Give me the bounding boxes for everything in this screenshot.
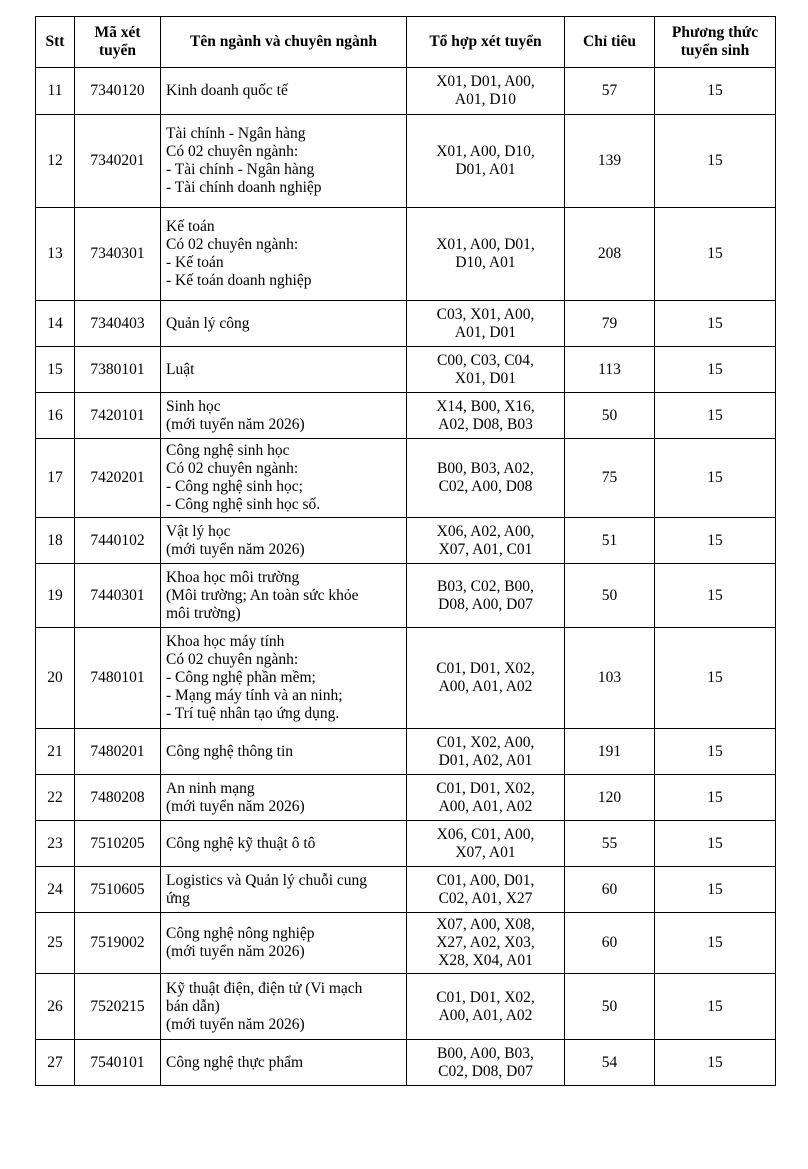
cell-quota: 139 (565, 115, 655, 208)
table-row (36, 439, 776, 518)
cell-name-line: (mới tuyển năm 2026) (166, 1015, 305, 1033)
cell-quota: 113 (565, 347, 655, 393)
cell-combo-line: A01, D01 (454, 323, 517, 341)
cell-name (161, 628, 407, 729)
cell-combo-line: C01, D01, X02, (436, 660, 535, 677)
cell-method: 15 (655, 729, 776, 775)
cell-name-line: Công nghệ thông tin (166, 742, 294, 760)
cell-stt: 21 (36, 729, 75, 775)
cell-code: 7510205 (75, 821, 161, 867)
cell-quota: 50 (565, 564, 655, 628)
cell-combo-line: C01, D01, X02, (436, 779, 535, 797)
table-row (36, 821, 776, 867)
cell-name-line: - Công nghệ sinh học số. (166, 496, 321, 513)
cell-combo (407, 208, 565, 301)
cell-quota: 60 (565, 867, 655, 913)
cell-combo-line: C03, X01, A00, (436, 305, 535, 323)
cell-stt: 24 (36, 867, 75, 913)
table-row (36, 518, 776, 564)
cell-method: 15 (655, 439, 776, 518)
cell-combo (407, 867, 565, 913)
cell-combo (407, 564, 565, 628)
cell-name-line: - Công nghệ sinh học; (166, 478, 303, 495)
cell-combo-line: C01, X02, A00, (436, 733, 535, 751)
table-row (36, 913, 776, 974)
cell-combo-line: X01, A00, D10, (436, 143, 535, 160)
cell-name-line: (mới tuyển năm 2026) (166, 797, 305, 815)
cell-name (161, 208, 407, 301)
cell-quota: 51 (565, 518, 655, 564)
cell-quota: 75 (565, 439, 655, 518)
cell-code: 7340120 (75, 68, 161, 115)
cell-name (161, 775, 407, 821)
cell-name-line: An ninh mạng (166, 779, 255, 797)
cell-combo (407, 729, 565, 775)
table-row (36, 628, 776, 729)
cell-code: 7480201 (75, 729, 161, 775)
cell-quota: 50 (565, 393, 655, 439)
cell-name-line: Khoa học môi trường (166, 568, 300, 586)
cell-combo-line: D08, A00, D07 (438, 595, 533, 613)
admission-table (35, 16, 776, 1086)
cell-stt: 17 (36, 439, 75, 518)
cell-name-line: Có 02 chuyên ngành: (166, 143, 299, 160)
cell-stt: 16 (36, 393, 75, 439)
cell-name-line: - Kế toán (166, 254, 224, 271)
cell-combo-line: A00, A01, A02 (438, 678, 533, 695)
cell-combo (407, 393, 565, 439)
cell-code: 7340201 (75, 115, 161, 208)
cell-name-line: - Tài chính doanh nghiệp (166, 179, 322, 196)
cell-method: 15 (655, 867, 776, 913)
header-stt: Stt (36, 17, 75, 68)
cell-name-line: (mới tuyển năm 2026) (166, 540, 305, 558)
cell-name-line: Tài chính - Ngân hàng (166, 125, 306, 142)
cell-combo (407, 68, 565, 115)
cell-combo (407, 115, 565, 208)
cell-stt: 25 (36, 913, 75, 974)
cell-combo-line: X07, A01 (455, 843, 516, 861)
cell-name-line: ứng (166, 889, 190, 907)
cell-stt: 11 (36, 68, 75, 115)
cell-combo-line: X07, A01, C01 (438, 540, 533, 558)
cell-name-line: Vật lý học (166, 522, 231, 540)
cell-code: 7520215 (75, 974, 161, 1040)
table-row (36, 729, 776, 775)
cell-name (161, 974, 407, 1040)
cell-method: 15 (655, 913, 776, 974)
cell-code: 7440102 (75, 518, 161, 564)
table-row (36, 208, 776, 301)
cell-combo-line: C01, A00, D01, (436, 871, 535, 889)
cell-stt: 12 (36, 115, 75, 208)
cell-method: 15 (655, 775, 776, 821)
cell-method: 15 (655, 821, 776, 867)
cell-name-line: Khoa học máy tính (166, 633, 285, 650)
cell-name-line: Kế toán (166, 218, 215, 235)
cell-combo (407, 518, 565, 564)
cell-name-line: Công nghệ kỹ thuật ô tô (166, 834, 316, 852)
cell-name-line: (mới tuyển năm 2026) (166, 415, 305, 433)
table-row (36, 867, 776, 913)
cell-name (161, 729, 407, 775)
cell-combo (407, 628, 565, 729)
cell-stt: 27 (36, 1040, 75, 1086)
header-quota: Chỉ tiêu (565, 17, 655, 68)
cell-quota: 57 (565, 68, 655, 115)
table-row (36, 1040, 776, 1086)
cell-quota: 60 (565, 913, 655, 974)
cell-combo-line: B03, C02, B00, (437, 577, 534, 595)
cell-quota: 79 (565, 301, 655, 347)
cell-quota: 54 (565, 1040, 655, 1086)
cell-quota: 208 (565, 208, 655, 301)
header-code: Mã xét tuyển (75, 17, 161, 68)
cell-name (161, 439, 407, 518)
cell-method: 15 (655, 628, 776, 729)
cell-name-line: Quản lý công (166, 314, 250, 332)
cell-name-line: bán dẫn) (166, 997, 220, 1015)
cell-stt: 22 (36, 775, 75, 821)
cell-name-line: Có 02 chuyên ngành: (166, 236, 299, 253)
cell-code: 7440301 (75, 564, 161, 628)
cell-name-line: - Mạng máy tính và an ninh; (166, 687, 343, 704)
cell-name-line: Luật (166, 360, 195, 378)
cell-method: 15 (655, 1040, 776, 1086)
cell-stt: 18 (36, 518, 75, 564)
cell-code: 7340403 (75, 301, 161, 347)
cell-name-line: Sinh học (166, 397, 221, 415)
cell-combo-line: C02, A01, X27 (438, 889, 533, 907)
cell-method: 15 (655, 301, 776, 347)
cell-combo-line: X14, B00, X16, (436, 397, 535, 415)
cell-code: 7540101 (75, 1040, 161, 1086)
cell-name-line: - Tài chính - Ngân hàng (166, 161, 315, 178)
cell-code: 7380101 (75, 347, 161, 393)
table-row (36, 393, 776, 439)
cell-name-line: Công nghệ sinh học (166, 442, 290, 459)
cell-name-line: Logistics và Quản lý chuỗi cung (166, 871, 368, 889)
cell-combo-line: X07, A00, X08, (436, 916, 535, 933)
cell-combo-line: C01, D01, X02, (436, 988, 535, 1006)
cell-name-line: Công nghệ thực phẩm (166, 1053, 304, 1071)
cell-method: 15 (655, 115, 776, 208)
table-header-row (36, 17, 776, 68)
cell-name (161, 347, 407, 393)
header-name: Tên ngành và chuyên ngành (161, 17, 407, 68)
cell-name-line: (Môi trường; An toàn sức khỏe (166, 586, 359, 604)
cell-name-line: Kinh doanh quốc tế (166, 82, 288, 99)
cell-quota: 103 (565, 628, 655, 729)
cell-combo-line: D01, A02, A01 (438, 751, 533, 769)
cell-stt: 20 (36, 628, 75, 729)
cell-combo (407, 1040, 565, 1086)
cell-name-line: (mới tuyển năm 2026) (166, 943, 305, 960)
cell-code: 7420101 (75, 393, 161, 439)
cell-code: 7480101 (75, 628, 161, 729)
cell-code: 7420201 (75, 439, 161, 518)
table-row (36, 68, 776, 115)
cell-combo (407, 821, 565, 867)
cell-code: 7519002 (75, 913, 161, 974)
cell-quota: 55 (565, 821, 655, 867)
cell-quota: 50 (565, 974, 655, 1040)
cell-code: 7510605 (75, 867, 161, 913)
cell-stt: 19 (36, 564, 75, 628)
cell-combo-line: X27, A02, X03, (436, 934, 535, 951)
cell-method: 15 (655, 974, 776, 1040)
cell-combo-line: X06, C01, A00, (436, 825, 535, 843)
cell-method: 15 (655, 347, 776, 393)
cell-method: 15 (655, 518, 776, 564)
cell-code: 7340301 (75, 208, 161, 301)
cell-code: 7480208 (75, 775, 161, 821)
cell-name (161, 867, 407, 913)
cell-name-line: Có 02 chuyên ngành: (166, 651, 299, 668)
cell-combo-line: C02, D08, D07 (438, 1062, 533, 1080)
cell-name-line: - Kế toán doanh nghiệp (166, 272, 312, 289)
cell-combo (407, 439, 565, 518)
cell-combo-line: D10, A01 (455, 254, 516, 271)
cell-combo-line: B00, B03, A02, (437, 460, 534, 477)
header-method: Phương thức tuyển sinh (655, 17, 776, 68)
cell-combo-line: B00, A00, B03, (437, 1044, 534, 1062)
cell-combo (407, 347, 565, 393)
table-row (36, 974, 776, 1040)
cell-combo-line: D01, A01 (455, 161, 516, 178)
cell-method: 15 (655, 208, 776, 301)
cell-quota: 191 (565, 729, 655, 775)
cell-name-line: Công nghệ nông nghiệp (166, 925, 315, 942)
cell-method: 15 (655, 564, 776, 628)
header-combo: Tổ hợp xét tuyển (407, 17, 565, 68)
cell-combo-line: C00, C03, C04, (437, 351, 534, 369)
cell-combo-line: X06, A02, A00, (436, 522, 535, 540)
cell-combo-line: X01, D01 (454, 369, 517, 387)
cell-stt: 23 (36, 821, 75, 867)
cell-name (161, 393, 407, 439)
cell-name-line: Kỹ thuật điện, điện tử (Vi mạch (166, 979, 363, 997)
cell-name-line: - Trí tuệ nhân tạo ứng dụng. (166, 705, 340, 722)
cell-quota: 120 (565, 775, 655, 821)
table-body (36, 68, 776, 1086)
cell-stt: 15 (36, 347, 75, 393)
table-row (36, 301, 776, 347)
cell-combo-line: A02, D08, B03 (438, 415, 533, 433)
table-row (36, 564, 776, 628)
cell-method: 15 (655, 68, 776, 115)
table-row (36, 775, 776, 821)
cell-combo-line: X01, A00, D01, (436, 236, 535, 253)
cell-stt: 14 (36, 301, 75, 347)
cell-combo (407, 775, 565, 821)
cell-name (161, 115, 407, 208)
cell-name-line: - Công nghệ phần mềm; (166, 669, 316, 686)
cell-name (161, 68, 407, 115)
cell-name (161, 564, 407, 628)
cell-stt: 26 (36, 974, 75, 1040)
cell-combo-line: C02, A00, D08 (438, 478, 533, 495)
cell-combo (407, 301, 565, 347)
cell-stt: 13 (36, 208, 75, 301)
cell-name-line: Có 02 chuyên ngành: (166, 460, 299, 477)
cell-combo-line: X28, X04, A01 (438, 952, 533, 969)
cell-name (161, 821, 407, 867)
cell-name (161, 1040, 407, 1086)
cell-combo-line: A01, D10 (454, 91, 517, 108)
cell-combo (407, 974, 565, 1040)
cell-combo-line: A00, A01, A02 (438, 1006, 533, 1024)
cell-combo-line: X01, D01, A00, (436, 73, 535, 90)
cell-name (161, 913, 407, 974)
cell-name-line: môi trường) (166, 604, 241, 622)
cell-method: 15 (655, 393, 776, 439)
table-row (36, 115, 776, 208)
cell-name (161, 301, 407, 347)
cell-combo (407, 913, 565, 974)
table-row (36, 347, 776, 393)
cell-name (161, 518, 407, 564)
cell-combo-line: A00, A01, A02 (438, 797, 533, 815)
